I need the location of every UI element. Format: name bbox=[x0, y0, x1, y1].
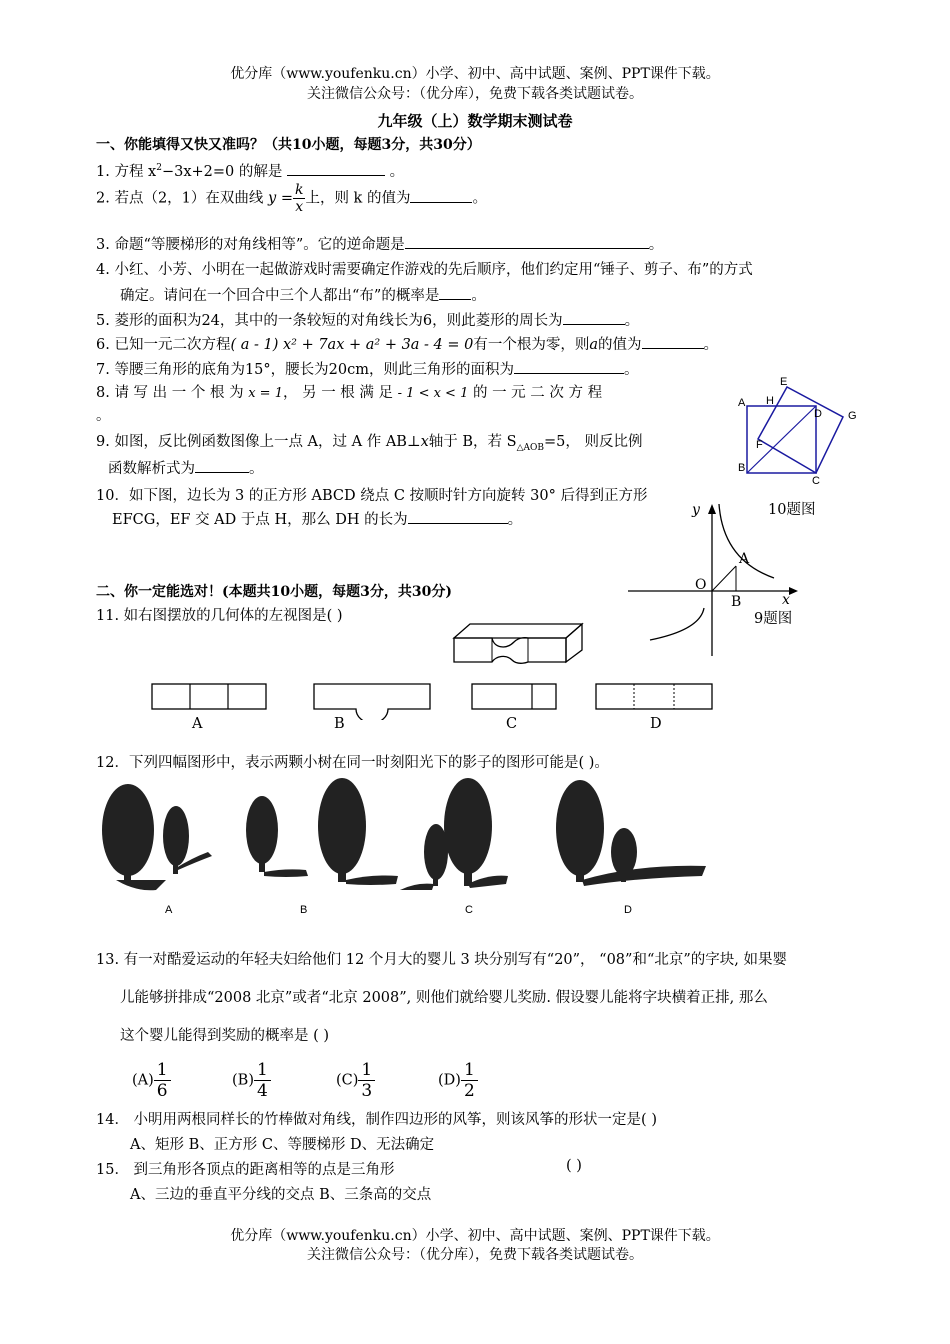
question-13-line-1: 13. 有一对酷爱运动的年轻夫妇给他们 12 个月大的婴儿 3 块分别写有“20”， “08”和“北京”的字块, 如果婴 bbox=[96, 952, 787, 968]
question-8-end: 。 bbox=[96, 408, 111, 424]
question-4-line-1: 4. 小红、小芳、小明在一起做游戏时需要确定作游戏的先后顺序，他们约定用“锤子、剪子、布”的方式 bbox=[96, 262, 753, 278]
section-2-heading: 二、你一定能选对！(本题共10小题，每题3分，共30分) bbox=[96, 584, 452, 600]
question-3: 3. 命题“等腰梯形的对角线相等”。它的逆命题是 。 bbox=[96, 233, 663, 254]
figure-10-caption: 10题图 bbox=[768, 502, 816, 518]
q13-choice-c[interactable]: (C) $\frac{1}{3}$ bbox=[336, 1060, 375, 1101]
fig9-point-b: B bbox=[731, 594, 742, 610]
q13-choice-a[interactable]: (A) $\frac{1}{6}$ bbox=[132, 1060, 171, 1101]
q13-choice-b[interactable]: (B) $\frac{1}{4}$ bbox=[232, 1060, 271, 1101]
header-line-1: 优分库（www.youfenku.cn）小学、初中、高中试题、案例、PPT课件下载。 bbox=[230, 66, 720, 82]
answer-blank-9[interactable] bbox=[195, 458, 249, 473]
answer-blank-6[interactable] bbox=[642, 334, 704, 349]
answer-blank-4[interactable] bbox=[439, 285, 471, 300]
question-15: 15． 到三角形各顶点的距离相等的点是三角形 bbox=[96, 1162, 395, 1178]
fig10-label-e: E bbox=[780, 376, 788, 388]
q12-option-a[interactable]: A bbox=[165, 904, 173, 916]
question-1: 1. 方程 $x^2-3x+2=0$ 的解是 。 bbox=[96, 160, 404, 181]
question-10-line-1: 10．如下图，边长为 3 的正方形 ABCD 绕点 C 按顺时针方向旋转 30° 后得到正方形 bbox=[96, 488, 648, 504]
answer-blank-5[interactable] bbox=[563, 310, 625, 325]
footer-line-1: 优分库（www.youfenku.cn）小学、初中、高中试题、案例、PPT课件下载。 bbox=[230, 1228, 720, 1244]
question-4-line-2: 确定。请问在一个回合中三个人都出“布”的概率是 。 bbox=[120, 284, 486, 305]
question-12: 12．下列四幅图形中，表示两颗小树在同一时刻阳光下的影子的图形可能是( )。 bbox=[96, 755, 609, 771]
question-15-options[interactable]: A、三边的垂直平分线的交点 B、三条高的交点 bbox=[130, 1187, 432, 1203]
fig10-label-c: C bbox=[812, 475, 820, 484]
fig10-label-g: G bbox=[848, 410, 857, 422]
fig10-label-a: A bbox=[738, 397, 746, 409]
question-9-line-1: 9. 如图，反比例函数图像上一点 A，过 A 作 AB⊥x轴于 B，若 $S_{\triangle AOB}=5$， 则反比例 bbox=[96, 434, 643, 453]
q11-options-drawings bbox=[148, 680, 728, 720]
fig9-axis-x: x bbox=[782, 592, 790, 608]
figure-9-caption: 9题图 bbox=[754, 611, 793, 627]
question-14: 14． 小明用两根同样长的竹棒做对角线，制作四边形的风筝，则该风筝的形状一定是( ) bbox=[96, 1112, 657, 1128]
fraction-k-over-x: $\frac{k}{x}$ bbox=[294, 182, 304, 215]
q12-option-b[interactable]: B bbox=[300, 904, 308, 916]
figure-10-rotated-squares bbox=[730, 374, 870, 484]
question-10-line-2: EFCG，EF 交 AD 于点 H，那么 DH 的长为 。 bbox=[112, 508, 522, 529]
q12-option-d[interactable]: D bbox=[624, 904, 632, 916]
question-14-options[interactable]: A、矩形 B、正方形 C、等腰梯形 D、无法确定 bbox=[130, 1137, 435, 1153]
question-15-answer-paren[interactable]: ( ) bbox=[566, 1158, 582, 1174]
section-1-heading: 一、你能填得又快又准吗？（共10小题，每题3分，共30分） bbox=[96, 137, 481, 153]
q11-option-d[interactable]: D bbox=[650, 716, 662, 732]
answer-blank-10[interactable] bbox=[408, 509, 508, 524]
question-5: 5. 菱形的面积为24，其中的一条较短的对角线长为6，则此菱形的周长为 。 bbox=[96, 309, 639, 330]
q11-option-c[interactable]: C bbox=[506, 716, 518, 732]
q11-option-a[interactable]: A bbox=[192, 716, 203, 732]
question-6: 6. 已知一元二次方程( a - 1) x² + 7ax + a² + 3a - 4 = 0有一个根为零，则a的值为 。 bbox=[96, 333, 718, 354]
answer-blank-2[interactable] bbox=[410, 188, 472, 203]
q13-choice-d[interactable]: (D) $\frac{1}{2}$ bbox=[438, 1060, 478, 1101]
q11-solid-figure bbox=[448, 614, 598, 670]
q11-option-b[interactable]: B bbox=[334, 716, 345, 732]
fig10-label-b: B bbox=[738, 462, 746, 474]
question-8: 8. 请 写 出 一 个 根 为 x = 1， 另 一 根 满 足 - 1 < x < 1 的 一 元 二 次 方 程 bbox=[96, 385, 603, 401]
page-title: 九年级（上）数学期末测试卷 bbox=[377, 112, 573, 130]
answer-blank-1[interactable] bbox=[287, 161, 385, 176]
q12-tree-shadow-images bbox=[96, 772, 726, 922]
fig9-axis-y: y bbox=[692, 502, 700, 518]
answer-blank-3[interactable] bbox=[405, 234, 649, 249]
question-7: 7. 等腰三角形的底角为15°，腰长为20cm，则此三角形的面积为 。 bbox=[96, 358, 638, 379]
figure-9-hyperbola bbox=[624, 500, 804, 660]
fig9-point-a: A bbox=[739, 551, 750, 567]
header-line-2: 关注微信公众号：（优分库），免费下载各类试题试卷。 bbox=[307, 86, 643, 102]
question-13-line-2: 儿能够拼排成“2008 北京”或者“北京 2008”, 则他们就给婴儿奖励. 假设婴儿能将字块横着正排, 那么 bbox=[120, 990, 768, 1006]
fig9-origin: O bbox=[695, 577, 707, 593]
fig10-label-f: F bbox=[756, 439, 763, 451]
footer-line-2: 关注微信公众号：（优分库），免费下载各类试题试卷。 bbox=[307, 1247, 643, 1263]
question-9-line-2: 函数解析式为 。 bbox=[108, 457, 264, 478]
q12-option-c[interactable]: C bbox=[465, 904, 473, 916]
question-13-line-3: 这个婴儿能得到奖励的概率是 ( ) bbox=[120, 1028, 330, 1044]
question-11: 11. 如右图摆放的几何体的左视图是( ) bbox=[96, 608, 343, 624]
answer-blank-7[interactable] bbox=[514, 359, 624, 374]
question-2: 2. 若点（2，1）在双曲线 y = $\frac{k}{x}$ 上，则 k 的值为 。 bbox=[96, 182, 487, 215]
fig10-label-h: H bbox=[766, 395, 774, 407]
fig10-label-d: D bbox=[814, 408, 822, 420]
